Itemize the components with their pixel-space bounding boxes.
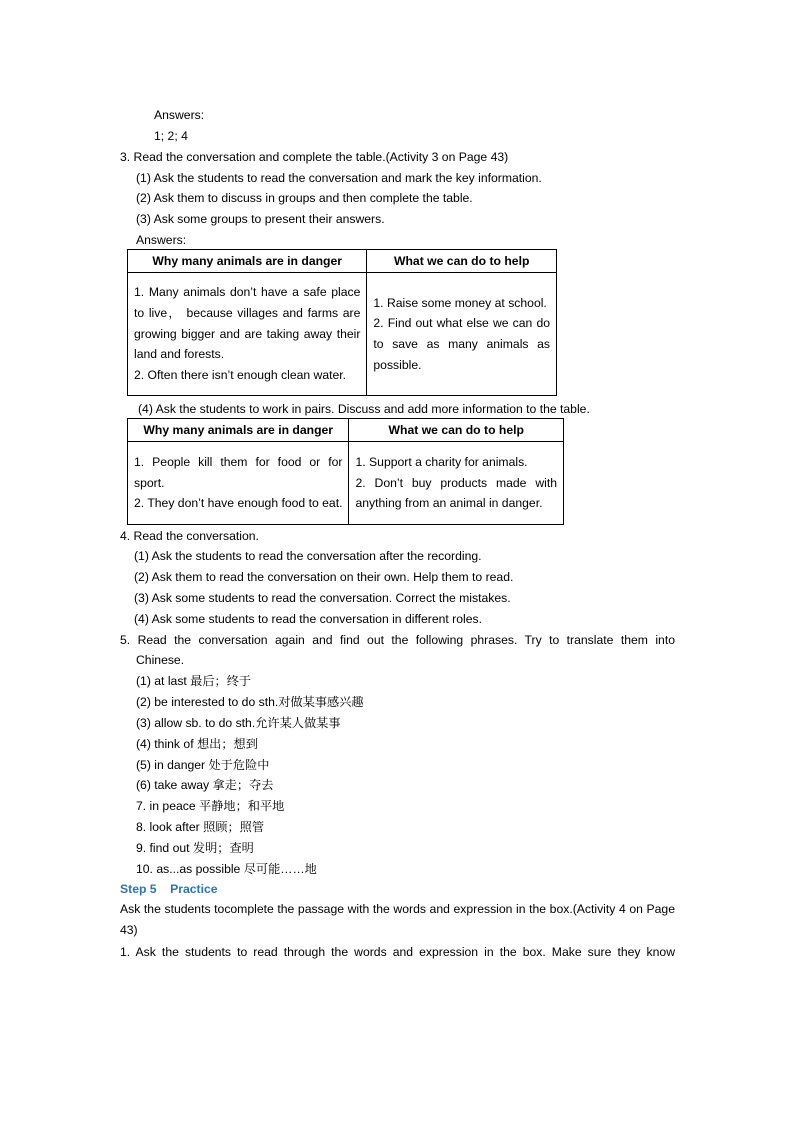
reason-2: 2. They don’t have enough food to eat. — [134, 496, 343, 511]
phrase-2: (2) be interested to do sth.对做某事感兴趣 — [136, 695, 364, 709]
item3-step-4: (4) Ask the students to work in pairs. Discuss and add more information to the table. — [138, 402, 590, 416]
phrase-7: 7. in peace 平静地；和平地 — [136, 799, 285, 813]
answers-table-1 — [127, 249, 557, 396]
answers-table-2 — [127, 418, 564, 525]
item4-title: 4. Read the conversation. — [120, 529, 259, 543]
table-header-reason: Why many animals are in danger — [128, 419, 349, 442]
phrase-4: (4) think of 想出；想到 — [136, 737, 258, 751]
table-row — [128, 273, 557, 396]
table-row — [128, 442, 564, 525]
answers-label: Answers: — [154, 108, 205, 122]
item3-step-1: (1) Ask the students to read the conversation and mark the key information. — [136, 171, 542, 185]
table-cell-help — [349, 442, 564, 525]
help-2: 2. Find out what else we can do to save as many animals as possible. — [373, 316, 550, 372]
help-2: 2. Don’t buy products made with anything from an animal in danger. — [355, 475, 557, 511]
phrase-9: 9. find out 发明；查明 — [136, 841, 254, 855]
phrase-1: (1) at last 最后；终于 — [136, 674, 252, 688]
item5-title-cont: Chinese. — [136, 653, 185, 667]
phrase-5: (5) in danger 处于危险中 — [136, 758, 270, 772]
help-1: 1. Raise some money at school. — [373, 295, 547, 310]
step5-intro: Ask the students tocomplete the passage with the words and expression in the box.(Activity 4 on Page 43) — [120, 902, 675, 937]
reason-2: 2. Often there isn’t enough clean water. — [134, 368, 347, 383]
item4-step-2: (2) Ask them to read the conversation on their own. Help them to read. — [134, 570, 514, 584]
reason-1: 1. People kill them for food or for sport. — [134, 454, 343, 490]
item3-answers-label: Answers: — [136, 233, 187, 247]
help-1: 1. Support a charity for animals. — [355, 454, 528, 469]
reason-1: 1. Many animals don’t have a safe place to live， because villages and farms are growing bigger and are taking away their land and forests. — [134, 285, 361, 362]
phrase-6: (6) take away 拿走；夺去 — [136, 778, 274, 792]
step5-heading: Step 5 Practice — [120, 882, 218, 896]
phrase-10: 10. as...as possible 尽可能……地 — [136, 862, 317, 876]
table-header-row — [128, 419, 564, 442]
table-header-help: What we can do to help — [367, 250, 557, 273]
phrase-3: (3) allow sb. to do sth.允许某人做某事 — [136, 716, 341, 730]
answers-value: 1; 2; 4 — [154, 129, 188, 143]
table-cell-reasons — [128, 442, 349, 525]
item3-title: 3. Read the conversation and complete the table.(Activity 3 on Page 43) — [120, 150, 509, 164]
item5-title: 5. Read the conversation again and find out the following phrases. Try to translate them into — [120, 633, 675, 647]
table-header-reason: Why many animals are in danger — [128, 250, 367, 273]
table-header-row — [128, 250, 557, 273]
item3-step-2: (2) Ask them to discuss in groups and then complete the table. — [136, 191, 473, 205]
table-cell-reasons — [128, 273, 367, 396]
table-cell-help — [367, 273, 557, 396]
item3-step-3: (3) Ask some groups to present their answers. — [136, 212, 385, 226]
step5-item-1: 1. Ask the students to read through the words and expression in the box. Make sure they know — [120, 945, 675, 959]
item4-step-1: (1) Ask the students to read the conversation after the recording. — [134, 549, 482, 563]
item4-step-4: (4) Ask some students to read the conversation in different roles. — [134, 612, 482, 626]
table-header-help: What we can do to help — [349, 419, 564, 442]
item4-step-3: (3) Ask some students to read the conversation. Correct the mistakes. — [134, 591, 511, 605]
phrase-8: 8. look after 照顾；照管 — [136, 820, 265, 834]
